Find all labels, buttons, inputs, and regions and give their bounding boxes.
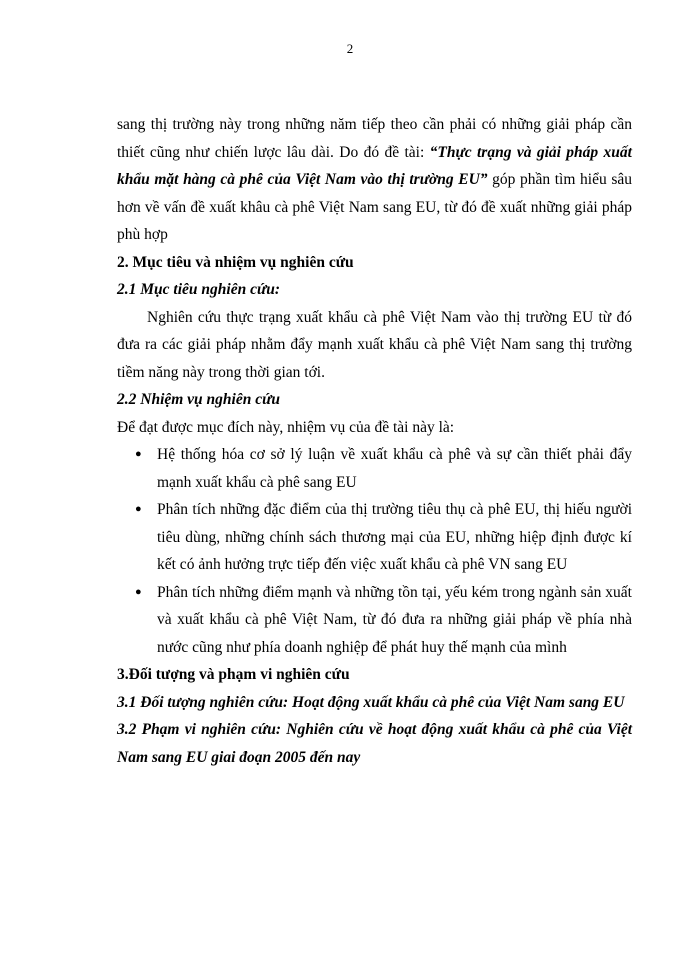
section-2-2-intro: Để đạt được mục đích này, nhiệm vụ của đề tài này là: [117, 418, 455, 436]
list-item: ● Phân tích những điểm mạnh và những tồn tại, yếu kém trong ngành sản xuất và xuất khẩu cà phê Việt Nam, từ đó đưa ra những giải pháp về phía nhà nước cũng như phía doanh nghiệp để phát huy thế mạnh của mình [117, 579, 632, 662]
task-list [117, 441, 632, 661]
page-content [117, 111, 632, 771]
bullet-icon: ● [135, 585, 142, 598]
section-2-1-text: Nghiên cứu thực trạng xuất khẩu cà phê Việt Nam vào thị trường EU từ đó đưa ra các giải pháp nhằm đẩy mạnh xuất khẩu cà phê Việt Nam sang thị trường tiềm năng này trong thời gian tới. [117, 308, 632, 381]
list-item: ● Hệ thống hóa cơ sở lý luận về xuất khẩu cà phê và sự cần thiết phải đẩy mạnh xuất khẩu cà phê sang EU [117, 441, 632, 496]
section-2-1-heading: 2.1 Mục tiêu nghiên cứu: [117, 281, 281, 298]
section-3-heading: 3.Đối tượng và phạm vi nghiên cứu [117, 666, 350, 683]
intro-text-after: góp phần tìm hiểu sâu hơn về vấn đề xuất khâu cà phê Việt Nam sang EU, từ đó đề xuất những giải pháp phù hợp [117, 171, 632, 243]
bullet-icon: ● [135, 448, 142, 460]
section-3-1-text: 3.1 Đối tượng nghiên cứu: Hoạt động xuất khẩu cà phê của Việt Nam sang EU [117, 693, 625, 711]
intro-text-before: sang thị trường này trong những năm tiếp theo cần phải có những giải pháp cần thiết cũng như chiến lược lâu dài. Do đó đề tài: [117, 116, 632, 161]
intro-paragraph [117, 111, 632, 249]
section-3-2-text: 3.2 Phạm vi nghiên cứu: Nghiên cứu về hoạt động xuất khẩu cà phê của Việt Nam sang EU giai đoạn 2005 đến nay [117, 721, 632, 766]
section-2-heading: 2. Mục tiêu và nhiệm vụ nghiên cứu [117, 253, 354, 271]
page-number: 2 [346, 41, 354, 56]
thesis-title-quote: “Thực trạng và giải pháp xuất khẩu mặt hàng cà phê của Việt Nam vào thị trường EU” [117, 143, 632, 188]
bullet-icon: ● [135, 503, 142, 515]
section-2-2-heading: 2.2 Nhiệm vụ nghiên cứu [117, 391, 281, 408]
list-item: ● Phân tích những đặc điểm của thị trường tiêu thụ cà phê EU, thị hiếu người tiêu dùng, những chính sách thương mại của EU, những hiệp định được kí kết có ảnh hưởng trực tiếp đến việc xuất khẩu cà phê VN sang EU [117, 496, 632, 579]
